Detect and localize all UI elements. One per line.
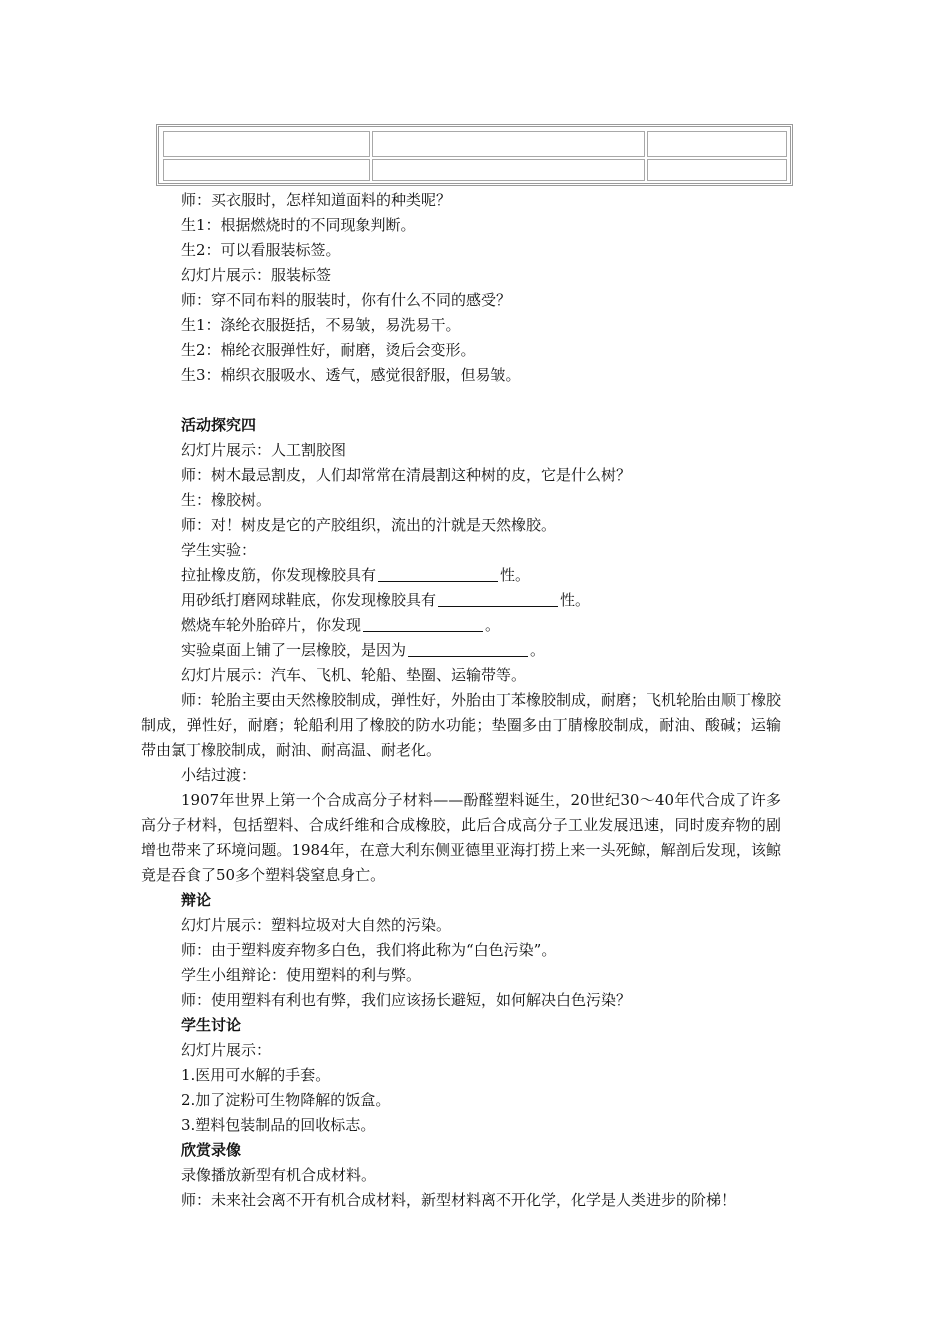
- fill-in-prompt: 燃烧车轮外胎碎片，你发现: [181, 616, 362, 634]
- table-cell: [372, 159, 645, 181]
- table-cell: [647, 159, 787, 181]
- dialogue-line: 生3：棉织衣服吸水、透气，感觉很舒服，但易皱。: [181, 366, 521, 384]
- section-heading: 辩论: [181, 891, 212, 909]
- section-heading: 欣赏录像: [181, 1141, 242, 1159]
- dialogue-line: 录像播放新型有机合成材料。: [181, 1166, 377, 1184]
- fill-in-line: [181, 638, 821, 663]
- document-body: [141, 188, 821, 1213]
- dialogue-line: 师：使用塑料有利也有弊，我们应该扬长避短，如何解决白色污染？: [181, 991, 632, 1009]
- dialogue-line: 生1：根据燃烧时的不同现象判断。: [181, 216, 416, 234]
- dialogue-line: 生2：可以看服装标签。: [181, 241, 341, 259]
- fill-in-line: [181, 613, 821, 638]
- dialogue-line: 幻灯片展示：塑料垃圾对大自然的污染。: [181, 916, 452, 934]
- dialogue-line: 师：对！树皮是它的产胶组织，流出的汁就是天然橡胶。: [181, 516, 557, 534]
- fill-in-line: [181, 588, 821, 613]
- fill-in-suffix: 。: [530, 641, 546, 659]
- dialogue-line: 师：未来社会离不开有机合成材料，新型材料离不开化学，化学是人类进步的阶梯！: [181, 1191, 737, 1209]
- dialogue-line: 学生实验：: [181, 541, 257, 559]
- dialogue-line: 师：穿不同布料的服装时，你有什么不同的感受？: [181, 291, 512, 309]
- fill-in-prompt: 拉扯橡皮筋，你发现橡胶具有: [181, 566, 377, 584]
- fill-in-prompt: 实验桌面上铺了一层橡胶，是因为: [181, 641, 407, 659]
- history-paragraph: 1907年世界上第一个合成高分子材料——酚醛塑料诞生，20世纪30～40年代合成了许多高分子材料，包括塑料、合成纤维和合成橡胶，此后合成高分子工业发展迅速，同时废弃物的剧增也带来了环境问题。1984年，在意大利东侧亚德里亚海打捞上来一头死鲸，解剖后发现，该鲸竟是吞食了50多个塑料袋窒息身亡。: [141, 791, 781, 884]
- list-item: 2.加了淀粉可生物降解的饭盒。: [181, 1091, 391, 1109]
- dialogue-line: 幻灯片展示：人工割胶图: [181, 441, 347, 459]
- answer-blank[interactable]: [438, 590, 558, 607]
- answer-blank[interactable]: [408, 640, 528, 657]
- answer-blank[interactable]: [363, 615, 483, 632]
- tire-paragraph: 师：轮胎主要由天然橡胶制成，弹性好，外胎由丁苯橡胶制成，耐磨；飞机轮胎由顺丁橡胶制成，弹性好，耐磨；轮船利用了橡胶的防水功能；垫圈多由丁腈橡胶制成，耐油、酸碱；运输带由氯丁橡胶制成，耐油、耐高温、耐老化。: [141, 691, 782, 759]
- fill-in-line: [181, 563, 821, 588]
- answer-blank[interactable]: [378, 565, 498, 582]
- table-cell: [163, 159, 370, 181]
- dialogue-line: 师：买衣服时，怎样知道面料的种类呢？: [181, 191, 452, 209]
- dialogue-line: 幻灯片展示：服装标签: [181, 266, 332, 284]
- table-cell: [163, 131, 370, 157]
- section-heading: 学生讨论: [181, 1016, 242, 1034]
- list-item: 1.医用可水解的手套。: [181, 1066, 331, 1084]
- dialogue-line: 幻灯片展示：汽车、飞机、轮船、垫圈、运输带等。: [181, 666, 527, 684]
- section-heading: 活动探究四: [181, 416, 257, 434]
- dialogue-line: 生2：棉纶衣服弹性好，耐磨，烫后会变形。: [181, 341, 476, 359]
- dialogue-line: 师：树木最忌割皮，人们却常常在清晨割这种树的皮，它是什么树？: [181, 466, 632, 484]
- fill-in-prompt: 用砂纸打磨网球鞋底，你发现橡胶具有: [181, 591, 437, 609]
- dialogue-line: 生1：涤纶衣服挺括，不易皱，易洗易干。: [181, 316, 461, 334]
- table-cell: [647, 131, 787, 157]
- dialogue-line: 生：橡胶树。: [181, 491, 272, 509]
- fill-in-suffix: 性。: [500, 566, 531, 584]
- table-cell: [372, 131, 645, 157]
- list-item: 3.塑料包装制品的回收标志。: [181, 1116, 376, 1134]
- fill-in-suffix: 。: [485, 616, 501, 634]
- dialogue-line: 师：由于塑料废弃物多白色，我们将此称为“白色污染”。: [181, 941, 557, 959]
- summary-label: 小结过渡：: [181, 766, 257, 784]
- dialogue-line: 学生小组辩论：使用塑料的利与弊。: [181, 966, 422, 984]
- fill-in-suffix: 性。: [560, 591, 591, 609]
- empty-table: [156, 124, 793, 186]
- dialogue-line: 幻灯片展示：: [181, 1041, 272, 1059]
